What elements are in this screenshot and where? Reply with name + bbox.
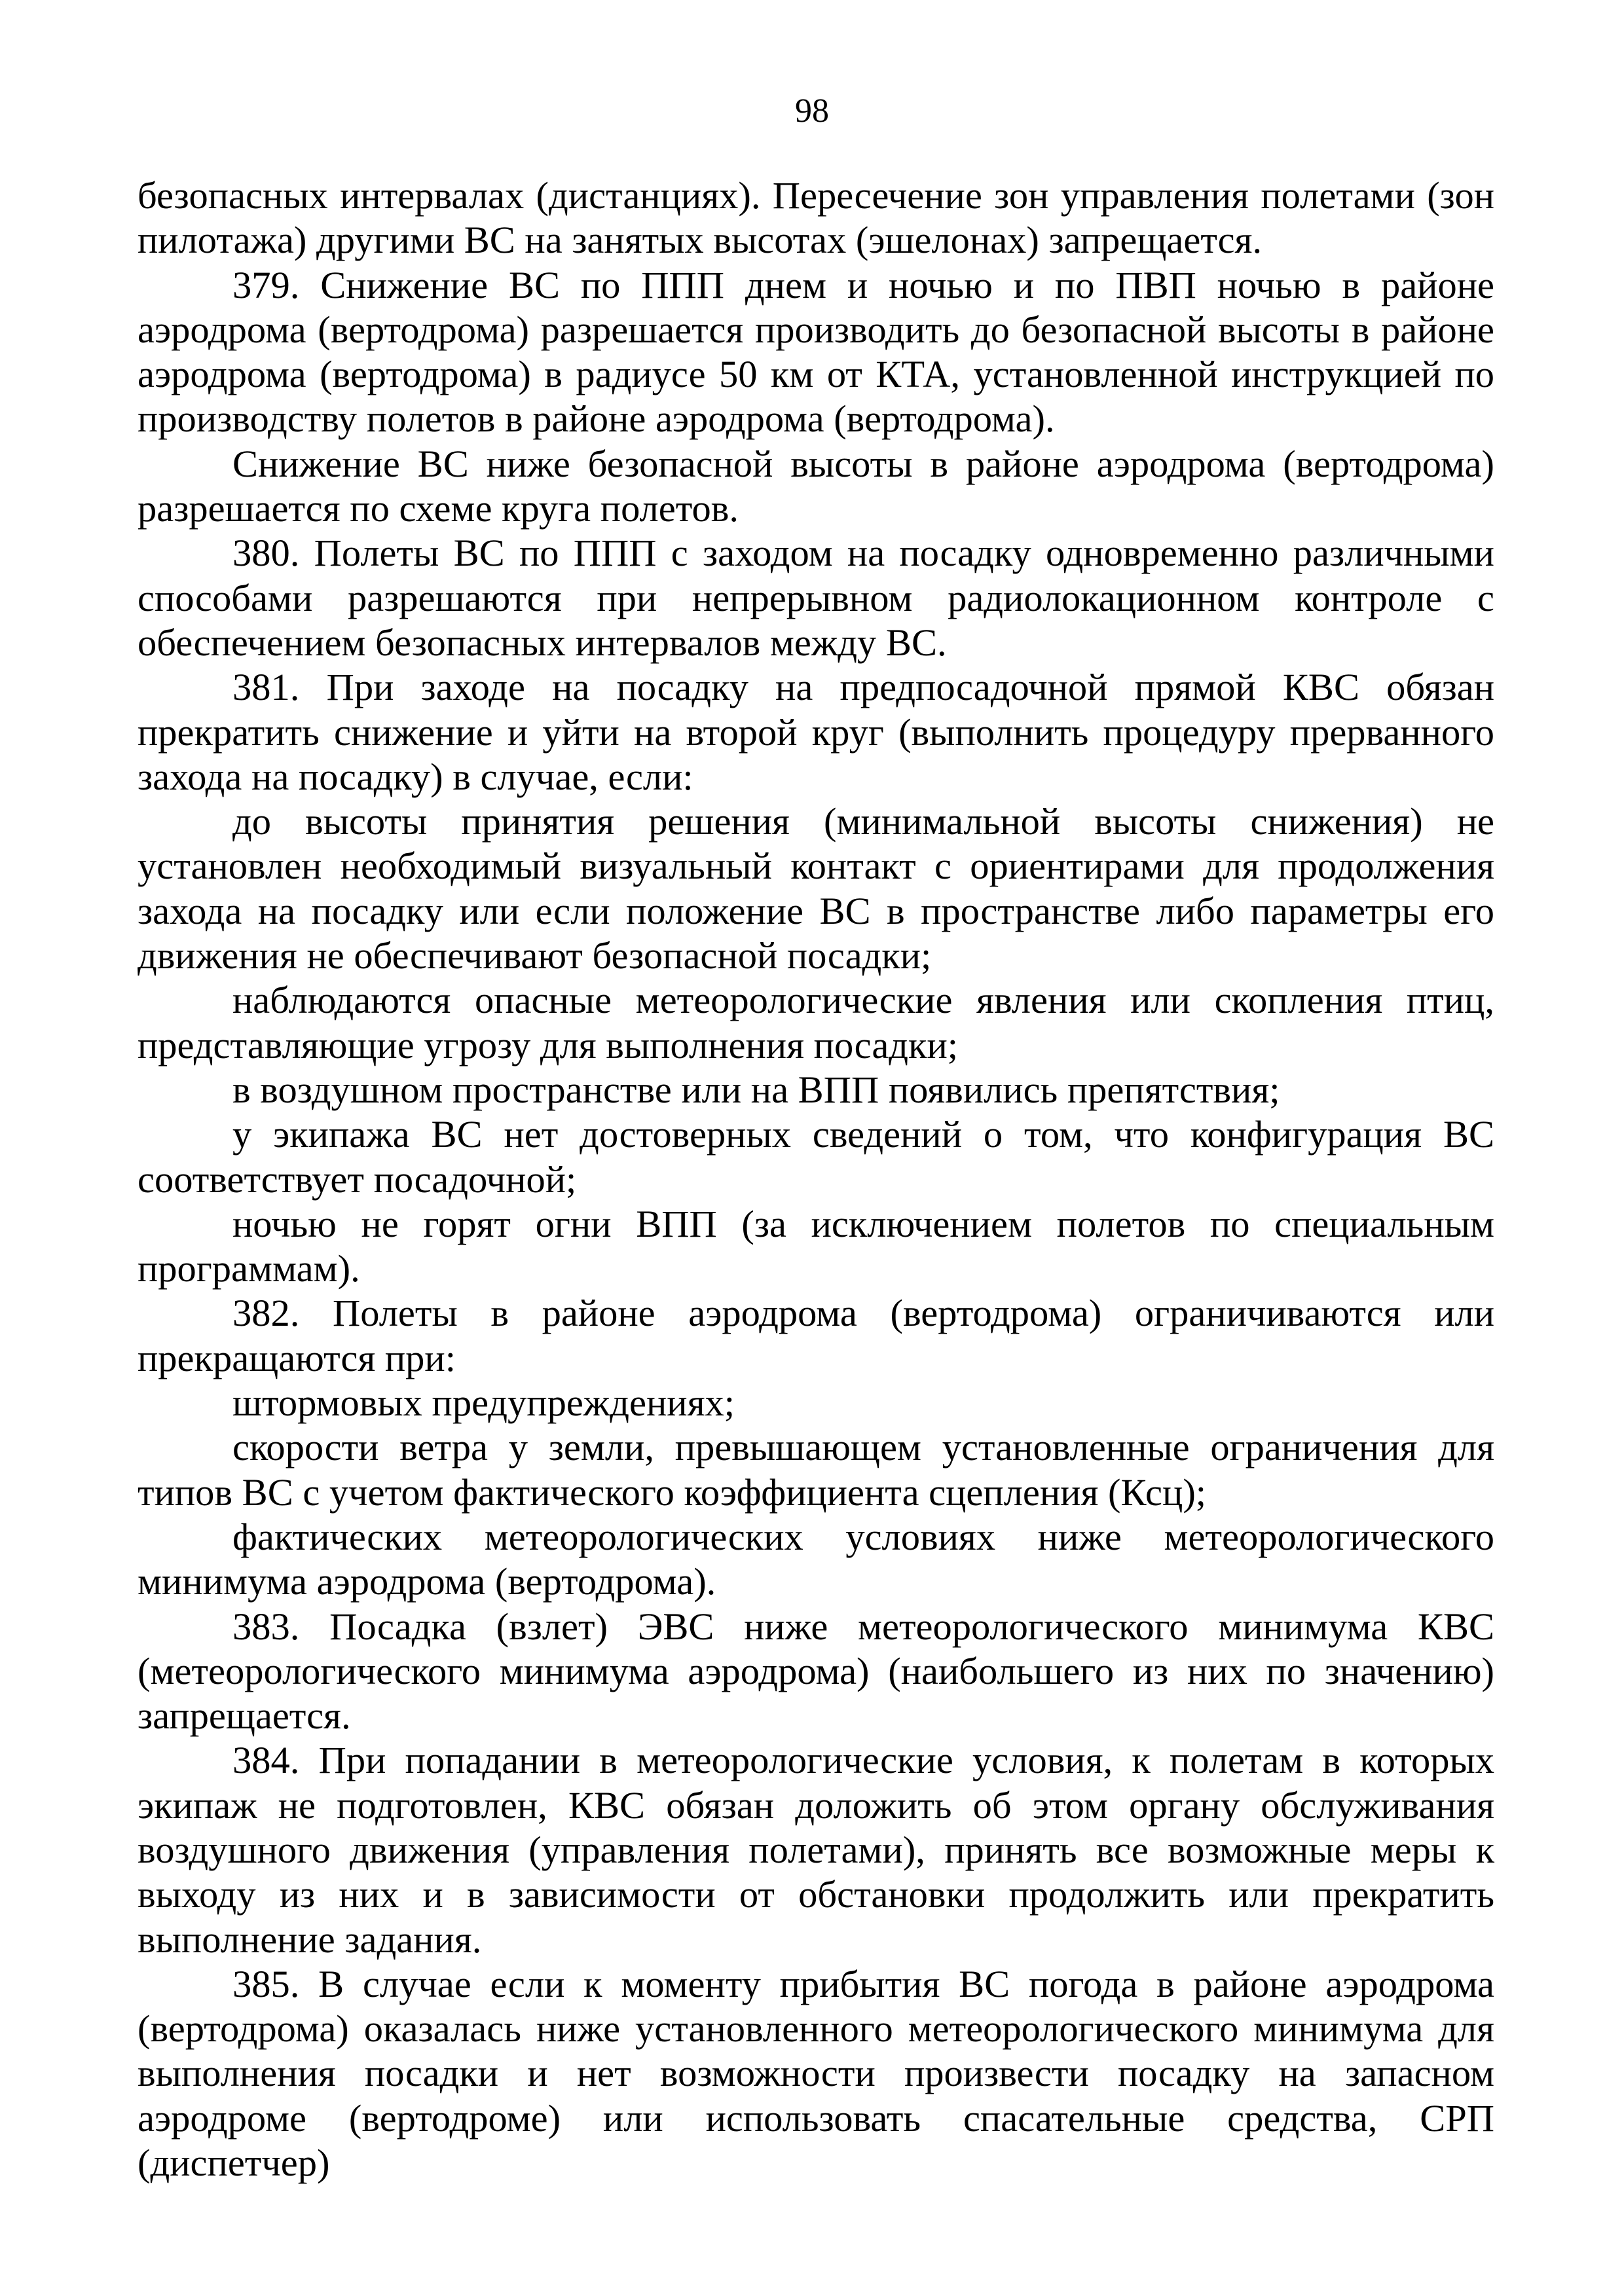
page-number: 98 [795, 92, 829, 130]
paragraph-381: 381. При заходе на посадку на предпосадочной прямой КВС обязан прекратить снижение и уйти на второй круг (выполнить процедуру прерванного захода на посадку) в случае, если: [138, 666, 1494, 798]
paragraph-381-item-configuration: у экипажа ВС нет достоверных сведений о том, что конфигурация ВС соответствует посадочной; [138, 1113, 1494, 1201]
paragraph-382-item-storm-warnings: штормовых предупреждениях; [232, 1381, 735, 1425]
document-body [138, 173, 1494, 2185]
paragraph-continuation: безопасных интервалах (дистанциях). Пересечение зон управления полетами (зон пилотажа) другими ВС на занятых высотах (эшелонах) запрещается. [138, 174, 1494, 262]
paragraph-381-item-runway-lights: ночью не горят огни ВПП (за исключением полетов по специальным программам). [138, 1202, 1494, 1290]
paragraph-384: 384. При попадании в метеорологические условия, к полетам в которых экипаж не подготовлен, КВС обязан доложить об этом органу обслуживания воздушного движения (управления полетами), принять все возможные меры к выходу из них и в зависимости от обстановки продолжить или прекратить выполнение задания. [138, 1739, 1494, 1961]
paragraph-383: 383. Посадка (взлет) ЭВС ниже метеорологического минимума КВС (метеорологического минимума аэродрома) (наибольшего из них по значению) запрещается. [138, 1605, 1494, 1738]
paragraph-381-item-weather-birds: наблюдаются опасные метеорологические явления или скопления птиц, представляющие угрозу для выполнения посадки; [138, 979, 1494, 1066]
paragraph-381-item-obstacles: в воздушном пространстве или на ВПП появились препятствия; [232, 1068, 1280, 1111]
paragraph-381-item-decision-height: до высоты принятия решения (минимальной высоты снижения) не установлен необходимый визуальный контакт с ориентирами для продолжения захода на посадку или если положение ВС в пространстве либо параметры его движения не обеспечивают безопасной посадки; [138, 800, 1494, 977]
paragraph-385: 385. В случае если к моменту прибытия ВС погода в районе аэродрома (вертодрома) оказалась ниже установленного метеорологического минимума для выполнения посадки и нет возможности произвести посадку на запасном аэродроме (вертодроме) или использовать спасательные средства, СРП (диспетчер) [138, 1962, 1494, 2185]
paragraph-379: 379. Снижение ВС по ППП днем и ночью и по ПВП ночью в районе аэродрома (вертодрома) разрешается производить до безопасной высоты в районе аэродрома (вертодрома) в радиусе 50 км от КТА, установленной инструкцией по производству полетов в районе аэродрома (вертодрома). [138, 263, 1494, 441]
paragraph-382: 382. Полеты в районе аэродрома (вертодрома) ограничиваются или прекращаются при: [138, 1292, 1494, 1379]
paragraph-379-descent-below-safe-altitude: Снижение ВС ниже безопасной высоты в районе аэродрома (вертодрома) разрешается по схеме круга полетов. [138, 442, 1494, 530]
paragraph-382-item-weather-minimum: фактических метеорологических условиях ниже метеорологического минимума аэродрома (вертодрома). [138, 1515, 1494, 1603]
paragraph-382-item-wind-speed: скорости ветра у земли, превышающем установленные ограничения для типов ВС с учетом фактического коэффициента сцепления (Ксц); [138, 1426, 1494, 1514]
paragraph-380: 380. Полеты ВС по ППП с заходом на посадку одновременно различными способами разрешаются при непрерывном радиолокационном контроле с обеспечением безопасных интервалов между ВС. [138, 532, 1494, 664]
